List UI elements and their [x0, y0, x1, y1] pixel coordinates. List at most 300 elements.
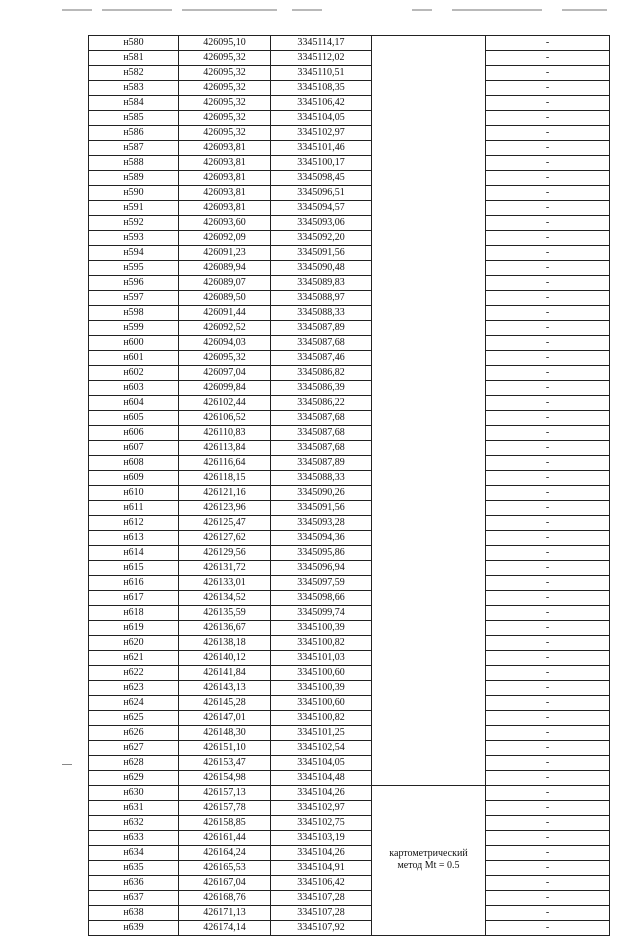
x-coordinate-cell: 426133,01 [179, 576, 271, 591]
y-coordinate-cell: 3345090,26 [271, 486, 372, 501]
x-coordinate-cell: 426165,53 [179, 861, 271, 876]
accuracy-cell: - [486, 111, 610, 126]
accuracy-cell: - [486, 426, 610, 441]
x-coordinate-cell: 426116,64 [179, 456, 271, 471]
point-id-cell: н585 [89, 111, 179, 126]
accuracy-cell: - [486, 801, 610, 816]
table-row [89, 711, 610, 726]
accuracy-cell: - [486, 501, 610, 516]
x-coordinate-cell: 426095,10 [179, 36, 271, 51]
point-id-cell: н626 [89, 726, 179, 741]
point-id-cell: н633 [89, 831, 179, 846]
point-id-cell: н621 [89, 651, 179, 666]
point-id-cell: н614 [89, 546, 179, 561]
y-coordinate-cell: 3345086,22 [271, 396, 372, 411]
x-coordinate-cell: 426093,81 [179, 201, 271, 216]
x-coordinate-cell: 426094,03 [179, 336, 271, 351]
point-id-cell: н609 [89, 471, 179, 486]
table-row [89, 501, 610, 516]
x-coordinate-cell: 426091,23 [179, 246, 271, 261]
point-id-cell: н616 [89, 576, 179, 591]
accuracy-cell: - [486, 216, 610, 231]
table-row [89, 576, 610, 591]
table-row [89, 921, 610, 936]
table-row [89, 906, 610, 921]
table-row [89, 411, 610, 426]
x-coordinate-cell: 426093,81 [179, 141, 271, 156]
accuracy-cell: - [486, 696, 610, 711]
point-id-cell: н591 [89, 201, 179, 216]
point-id-cell: н618 [89, 606, 179, 621]
accuracy-cell: - [486, 546, 610, 561]
point-id-cell: н632 [89, 816, 179, 831]
accuracy-cell: - [486, 531, 610, 546]
accuracy-cell: - [486, 141, 610, 156]
point-id-cell: н630 [89, 786, 179, 801]
accuracy-cell: - [486, 276, 610, 291]
accuracy-cell: - [486, 906, 610, 921]
y-coordinate-cell: 3345107,28 [271, 891, 372, 906]
x-coordinate-cell: 426110,83 [179, 426, 271, 441]
point-id-cell: н610 [89, 486, 179, 501]
point-id-cell: н606 [89, 426, 179, 441]
y-coordinate-cell: 3345106,42 [271, 96, 372, 111]
y-coordinate-cell: 3345088,97 [271, 291, 372, 306]
point-id-cell: н589 [89, 171, 179, 186]
accuracy-cell: - [486, 291, 610, 306]
y-coordinate-cell: 3345099,74 [271, 606, 372, 621]
y-coordinate-cell: 3345097,59 [271, 576, 372, 591]
x-coordinate-cell: 426095,32 [179, 126, 271, 141]
y-coordinate-cell: 3345087,89 [271, 456, 372, 471]
coordinates-table-body [89, 36, 610, 936]
y-coordinate-cell: 3345100,39 [271, 621, 372, 636]
accuracy-cell: - [486, 66, 610, 81]
point-id-cell: н613 [89, 531, 179, 546]
point-id-cell: н600 [89, 336, 179, 351]
x-coordinate-cell: 426151,10 [179, 741, 271, 756]
x-coordinate-cell: 426174,14 [179, 921, 271, 936]
x-coordinate-cell: 426136,67 [179, 621, 271, 636]
y-coordinate-cell: 3345098,66 [271, 591, 372, 606]
y-coordinate-cell: 3345087,46 [271, 351, 372, 366]
point-id-cell: н602 [89, 366, 179, 381]
point-id-cell: н581 [89, 51, 179, 66]
x-coordinate-cell: 426167,04 [179, 876, 271, 891]
point-id-cell: н623 [89, 681, 179, 696]
accuracy-cell: - [486, 201, 610, 216]
x-coordinate-cell: 426089,94 [179, 261, 271, 276]
y-coordinate-cell: 3345106,42 [271, 876, 372, 891]
y-coordinate-cell: 3345104,05 [271, 756, 372, 771]
table-row [89, 171, 610, 186]
y-coordinate-cell: 3345110,51 [271, 66, 372, 81]
x-coordinate-cell: 426143,13 [179, 681, 271, 696]
table-row [89, 66, 610, 81]
table-row [89, 246, 610, 261]
x-coordinate-cell: 426102,44 [179, 396, 271, 411]
method-text [372, 786, 485, 872]
table-row [89, 96, 610, 111]
method-line-2: метод Mt = 0.5 [397, 860, 460, 871]
margin-mark [62, 764, 72, 765]
x-coordinate-cell: 426157,13 [179, 786, 271, 801]
y-coordinate-cell: 3345103,19 [271, 831, 372, 846]
table-row [89, 351, 610, 366]
table-row [89, 156, 610, 171]
y-coordinate-cell: 3345087,68 [271, 336, 372, 351]
point-id-cell: н583 [89, 81, 179, 96]
table-row [89, 696, 610, 711]
y-coordinate-cell: 3345096,94 [271, 561, 372, 576]
point-id-cell: н611 [89, 501, 179, 516]
y-coordinate-cell: 3345100,39 [271, 681, 372, 696]
accuracy-cell: - [486, 726, 610, 741]
y-coordinate-cell: 3345087,68 [271, 426, 372, 441]
accuracy-cell: - [486, 81, 610, 96]
x-coordinate-cell: 426129,56 [179, 546, 271, 561]
accuracy-cell: - [486, 321, 610, 336]
y-coordinate-cell: 3345104,26 [271, 846, 372, 861]
x-coordinate-cell: 426161,44 [179, 831, 271, 846]
table-row [89, 396, 610, 411]
accuracy-cell: - [486, 891, 610, 906]
y-coordinate-cell: 3345100,60 [271, 696, 372, 711]
accuracy-cell: - [486, 606, 610, 621]
point-id-cell: н608 [89, 456, 179, 471]
method-cell [372, 36, 486, 786]
y-coordinate-cell: 3345114,17 [271, 36, 372, 51]
point-id-cell: н593 [89, 231, 179, 246]
table-row [89, 51, 610, 66]
accuracy-cell: - [486, 186, 610, 201]
table-row [89, 81, 610, 96]
y-coordinate-cell: 3345104,48 [271, 771, 372, 786]
table-row [89, 126, 610, 141]
accuracy-cell: - [486, 876, 610, 891]
y-coordinate-cell: 3345102,54 [271, 741, 372, 756]
x-coordinate-cell: 426138,18 [179, 636, 271, 651]
x-coordinate-cell: 426089,50 [179, 291, 271, 306]
y-coordinate-cell: 3345112,02 [271, 51, 372, 66]
x-coordinate-cell: 426092,09 [179, 231, 271, 246]
accuracy-cell: - [486, 681, 610, 696]
y-coordinate-cell: 3345088,33 [271, 471, 372, 486]
x-coordinate-cell: 426099,84 [179, 381, 271, 396]
x-coordinate-cell: 426092,52 [179, 321, 271, 336]
accuracy-cell: - [486, 846, 610, 861]
table-row [89, 651, 610, 666]
table-row [89, 816, 610, 831]
x-coordinate-cell: 426093,60 [179, 216, 271, 231]
point-id-cell: н628 [89, 756, 179, 771]
accuracy-cell: - [486, 561, 610, 576]
table-row [89, 831, 610, 846]
table-row [89, 891, 610, 906]
x-coordinate-cell: 426145,28 [179, 696, 271, 711]
point-id-cell: н619 [89, 621, 179, 636]
y-coordinate-cell: 3345093,28 [271, 516, 372, 531]
accuracy-cell: - [486, 171, 610, 186]
table-row [89, 606, 610, 621]
accuracy-cell: - [486, 591, 610, 606]
table-row [89, 486, 610, 501]
table-row [89, 336, 610, 351]
accuracy-cell: - [486, 576, 610, 591]
accuracy-cell: - [486, 621, 610, 636]
point-id-cell: н622 [89, 666, 179, 681]
x-coordinate-cell: 426093,81 [179, 156, 271, 171]
y-coordinate-cell: 3345107,92 [271, 921, 372, 936]
y-coordinate-cell: 3345087,68 [271, 441, 372, 456]
point-id-cell: н601 [89, 351, 179, 366]
x-coordinate-cell: 426095,32 [179, 351, 271, 366]
accuracy-cell: - [486, 231, 610, 246]
x-coordinate-cell: 426125,47 [179, 516, 271, 531]
table-row [89, 276, 610, 291]
point-id-cell: н607 [89, 441, 179, 456]
y-coordinate-cell: 3345086,82 [271, 366, 372, 381]
y-coordinate-cell: 3345091,56 [271, 246, 372, 261]
point-id-cell: н597 [89, 291, 179, 306]
y-coordinate-cell: 3345086,39 [271, 381, 372, 396]
x-coordinate-cell: 426157,78 [179, 801, 271, 816]
accuracy-cell: - [486, 471, 610, 486]
y-coordinate-cell: 3345092,20 [271, 231, 372, 246]
point-id-cell: н612 [89, 516, 179, 531]
point-id-cell: н599 [89, 321, 179, 336]
y-coordinate-cell: 3345087,68 [271, 411, 372, 426]
x-coordinate-cell: 426118,15 [179, 471, 271, 486]
scan-header-artifact [62, 9, 610, 13]
y-coordinate-cell: 3345102,97 [271, 801, 372, 816]
accuracy-cell: - [486, 126, 610, 141]
table-row [89, 591, 610, 606]
x-coordinate-cell: 426140,12 [179, 651, 271, 666]
table-row [89, 561, 610, 576]
point-id-cell: н637 [89, 891, 179, 906]
y-coordinate-cell: 3345100,82 [271, 711, 372, 726]
x-coordinate-cell: 426154,98 [179, 771, 271, 786]
accuracy-cell: - [486, 96, 610, 111]
table-row [89, 441, 610, 456]
accuracy-cell: - [486, 816, 610, 831]
accuracy-cell: - [486, 261, 610, 276]
y-coordinate-cell: 3345108,35 [271, 81, 372, 96]
table-row [89, 846, 610, 861]
x-coordinate-cell: 426127,62 [179, 531, 271, 546]
point-id-cell: н634 [89, 846, 179, 861]
table-row [89, 426, 610, 441]
accuracy-cell: - [486, 516, 610, 531]
accuracy-cell: - [486, 336, 610, 351]
accuracy-cell: - [486, 921, 610, 936]
point-id-cell: н598 [89, 306, 179, 321]
table-row [89, 306, 610, 321]
accuracy-cell: - [486, 246, 610, 261]
point-id-cell: н580 [89, 36, 179, 51]
x-coordinate-cell: 426113,84 [179, 441, 271, 456]
y-coordinate-cell: 3345107,28 [271, 906, 372, 921]
table-row [89, 111, 610, 126]
table-row [89, 801, 610, 816]
table-row [89, 141, 610, 156]
y-coordinate-cell: 3345088,33 [271, 306, 372, 321]
table-row [89, 756, 610, 771]
table-row [89, 201, 610, 216]
table-row [89, 366, 610, 381]
accuracy-cell: - [486, 366, 610, 381]
x-coordinate-cell: 426106,52 [179, 411, 271, 426]
point-id-cell: н615 [89, 561, 179, 576]
table-row [89, 681, 610, 696]
accuracy-cell: - [486, 741, 610, 756]
table-row [89, 381, 610, 396]
table-row [89, 36, 610, 51]
x-coordinate-cell: 426148,30 [179, 726, 271, 741]
x-coordinate-cell: 426093,81 [179, 186, 271, 201]
accuracy-cell: - [486, 486, 610, 501]
x-coordinate-cell: 426095,32 [179, 111, 271, 126]
y-coordinate-cell: 3345104,26 [271, 786, 372, 801]
point-id-cell: н582 [89, 66, 179, 81]
method-cell [372, 786, 486, 936]
point-id-cell: н603 [89, 381, 179, 396]
table-row [89, 291, 610, 306]
point-id-cell: н592 [89, 216, 179, 231]
point-id-cell: н588 [89, 156, 179, 171]
x-coordinate-cell: 426089,07 [179, 276, 271, 291]
table-row [89, 261, 610, 276]
accuracy-cell: - [486, 786, 610, 801]
table-row [89, 231, 610, 246]
point-id-cell: н624 [89, 696, 179, 711]
y-coordinate-cell: 3345104,91 [271, 861, 372, 876]
table-row [89, 726, 610, 741]
accuracy-cell: - [486, 771, 610, 786]
x-coordinate-cell: 426171,13 [179, 906, 271, 921]
y-coordinate-cell: 3345089,83 [271, 276, 372, 291]
point-id-cell: н590 [89, 186, 179, 201]
accuracy-cell: - [486, 441, 610, 456]
x-coordinate-cell: 426131,72 [179, 561, 271, 576]
point-id-cell: н595 [89, 261, 179, 276]
table-row [89, 786, 610, 801]
y-coordinate-cell: 3345090,48 [271, 261, 372, 276]
y-coordinate-cell: 3345100,60 [271, 666, 372, 681]
table-row [89, 876, 610, 891]
point-id-cell: н636 [89, 876, 179, 891]
accuracy-cell: - [486, 831, 610, 846]
accuracy-cell: - [486, 456, 610, 471]
point-id-cell: н605 [89, 411, 179, 426]
y-coordinate-cell: 3345096,51 [271, 186, 372, 201]
x-coordinate-cell: 426147,01 [179, 711, 271, 726]
point-id-cell: н639 [89, 921, 179, 936]
point-id-cell: н631 [89, 801, 179, 816]
accuracy-cell: - [486, 651, 610, 666]
y-coordinate-cell: 3345094,36 [271, 531, 372, 546]
x-coordinate-cell: 426093,81 [179, 171, 271, 186]
y-coordinate-cell: 3345095,86 [271, 546, 372, 561]
y-coordinate-cell: 3345101,25 [271, 726, 372, 741]
accuracy-cell: - [486, 636, 610, 651]
x-coordinate-cell: 426091,44 [179, 306, 271, 321]
accuracy-cell: - [486, 156, 610, 171]
x-coordinate-cell: 426164,24 [179, 846, 271, 861]
accuracy-cell: - [486, 351, 610, 366]
accuracy-cell: - [486, 711, 610, 726]
accuracy-cell: - [486, 666, 610, 681]
table-row [89, 771, 610, 786]
x-coordinate-cell: 426121,16 [179, 486, 271, 501]
x-coordinate-cell: 426135,59 [179, 606, 271, 621]
y-coordinate-cell: 3345101,46 [271, 141, 372, 156]
y-coordinate-cell: 3345100,82 [271, 636, 372, 651]
point-id-cell: н587 [89, 141, 179, 156]
x-coordinate-cell: 426153,47 [179, 756, 271, 771]
point-id-cell: н629 [89, 771, 179, 786]
accuracy-cell: - [486, 381, 610, 396]
point-id-cell: н627 [89, 741, 179, 756]
y-coordinate-cell: 3345101,03 [271, 651, 372, 666]
y-coordinate-cell: 3345094,57 [271, 201, 372, 216]
x-coordinate-cell: 426095,32 [179, 51, 271, 66]
table-row [89, 516, 610, 531]
y-coordinate-cell: 3345102,97 [271, 126, 372, 141]
table-row [89, 666, 610, 681]
y-coordinate-cell: 3345087,89 [271, 321, 372, 336]
table-row [89, 216, 610, 231]
point-id-cell: н617 [89, 591, 179, 606]
x-coordinate-cell: 426123,96 [179, 501, 271, 516]
x-coordinate-cell: 426095,32 [179, 81, 271, 96]
accuracy-cell: - [486, 861, 610, 876]
point-id-cell: н594 [89, 246, 179, 261]
point-id-cell: н584 [89, 96, 179, 111]
y-coordinate-cell: 3345091,56 [271, 501, 372, 516]
accuracy-cell: - [486, 396, 610, 411]
table-row [89, 546, 610, 561]
table-row [89, 861, 610, 876]
coordinates-table [88, 35, 610, 936]
table-row [89, 186, 610, 201]
x-coordinate-cell: 426095,32 [179, 66, 271, 81]
y-coordinate-cell: 3345093,06 [271, 216, 372, 231]
y-coordinate-cell: 3345104,05 [271, 111, 372, 126]
table-row [89, 531, 610, 546]
point-id-cell: н625 [89, 711, 179, 726]
table-row [89, 741, 610, 756]
x-coordinate-cell: 426095,32 [179, 96, 271, 111]
x-coordinate-cell: 426134,52 [179, 591, 271, 606]
accuracy-cell: - [486, 306, 610, 321]
accuracy-cell: - [486, 36, 610, 51]
method-line-1: картометрический [389, 848, 468, 859]
accuracy-cell: - [486, 51, 610, 66]
point-id-cell: н586 [89, 126, 179, 141]
point-id-cell: н604 [89, 396, 179, 411]
x-coordinate-cell: 426141,84 [179, 666, 271, 681]
table-row [89, 621, 610, 636]
table-row [89, 471, 610, 486]
table-row [89, 636, 610, 651]
x-coordinate-cell: 426097,04 [179, 366, 271, 381]
x-coordinate-cell: 426158,85 [179, 816, 271, 831]
point-id-cell: н635 [89, 861, 179, 876]
point-id-cell: н620 [89, 636, 179, 651]
accuracy-cell: - [486, 756, 610, 771]
